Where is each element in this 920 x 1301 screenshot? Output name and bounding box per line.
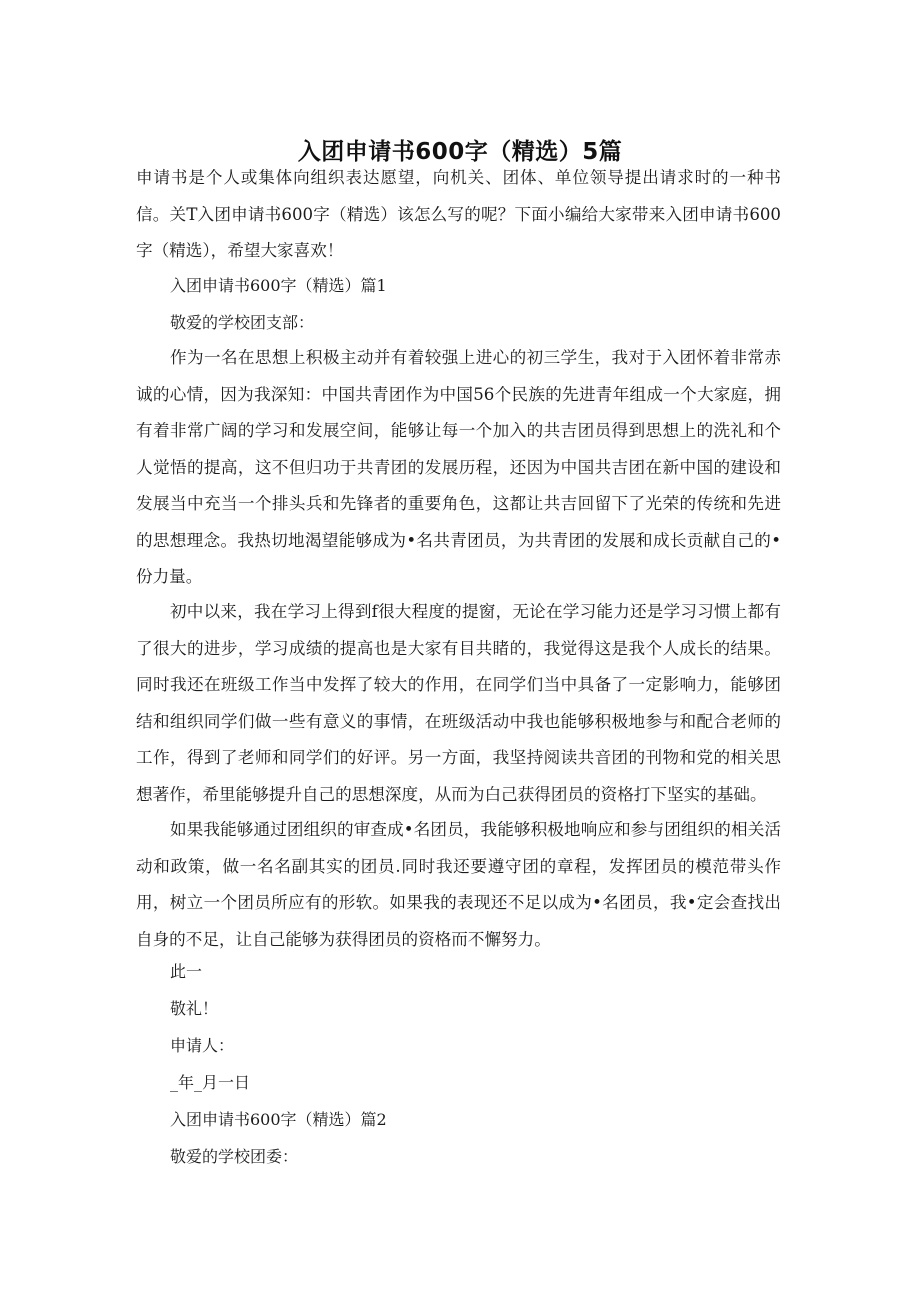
- section-heading-2: 入团申请书600字（精选）篇2: [170, 1110, 387, 1129]
- applicant-line: 申请人：: [170, 1036, 235, 1055]
- section-heading-1: 入团申请书600字（精选）篇1: [170, 276, 387, 295]
- closing-line-2: 敬礼！: [170, 999, 219, 1018]
- document-title: 入团申请书600字（精选）5篇: [297, 139, 623, 166]
- body-paragraph-1: 作为一名在思想上积极主动并有着较强上进心的初三学生，我对于入团怀着非常赤诚的心情，因为我深知：中国共青团作为中国56个民族的先进青年组成一个大家庭，拥有着非常广阔的学习和发展空间，能够让每一个加入的共吉团员得到思想上的洗礼和个人觉悟的提高，这不但归功于共青团的发展历程，还因为中国共吉团在新中国的建设和发展当中充当一个排头兵和先锋者的重要角色，这都让共吉回留下了光荣的传统和先进的思想理念。我热切地渴望能够成为•名共青团员，为共青团的发展和成长贡献自己的•份力量。: [136, 348, 781, 586]
- salutation-2: 敬爱的学校团委：: [170, 1147, 299, 1166]
- body-paragraph-3: 如果我能够通过团组织的审查成•名团员，我能够积极地响应和参与团组织的相关活动和政策，做一名名副其实的团员.同时我还要遵守团的章程，发挥团员的模范带头作用，树立一个团员所应有的形软。如果我的表现还不足以成为•名团员，我•定会查找出自身的不足，让自己能够为获得团员的资格而不懈努力。: [136, 820, 781, 949]
- closing-line-1: 此一: [170, 962, 203, 981]
- salutation-1: 敬爱的学校团支部：: [170, 313, 315, 332]
- date-line: _年_月一日: [170, 1073, 251, 1092]
- body-paragraph-2: 初中以来，我在学习上得到f很大程度的提窗，无论在学习能力还是学习习惯上都有了很大的进步，学习成绩的提高也是大家有目共睹的，我觉得这是我个人成长的结果。同时我还在班级工作当中发挥了较大的作用，在同学们当中具备了一定影响力，能够团结和组织同学们做一些有意义的事情，在班级活动中我也能够积极地参与和配合老师的工作，得到了老师和同学们的好评。另一方面，我坚持阅读共音团的刊物和党的相关思想著作，希里能够提升自己的思想深度，从而为白己获得团员的资格打下坚实的基础。: [136, 602, 781, 804]
- intro-paragraph: 申请书是个人或集体向组织表达愿望，向机关、团体、单位领导提出请求时的一种书信。关T入团申请书600字（精选）该怎么写的呢？下面小编给大家带来入团申请书600字（精选），希望大家喜欢！: [136, 168, 781, 260]
